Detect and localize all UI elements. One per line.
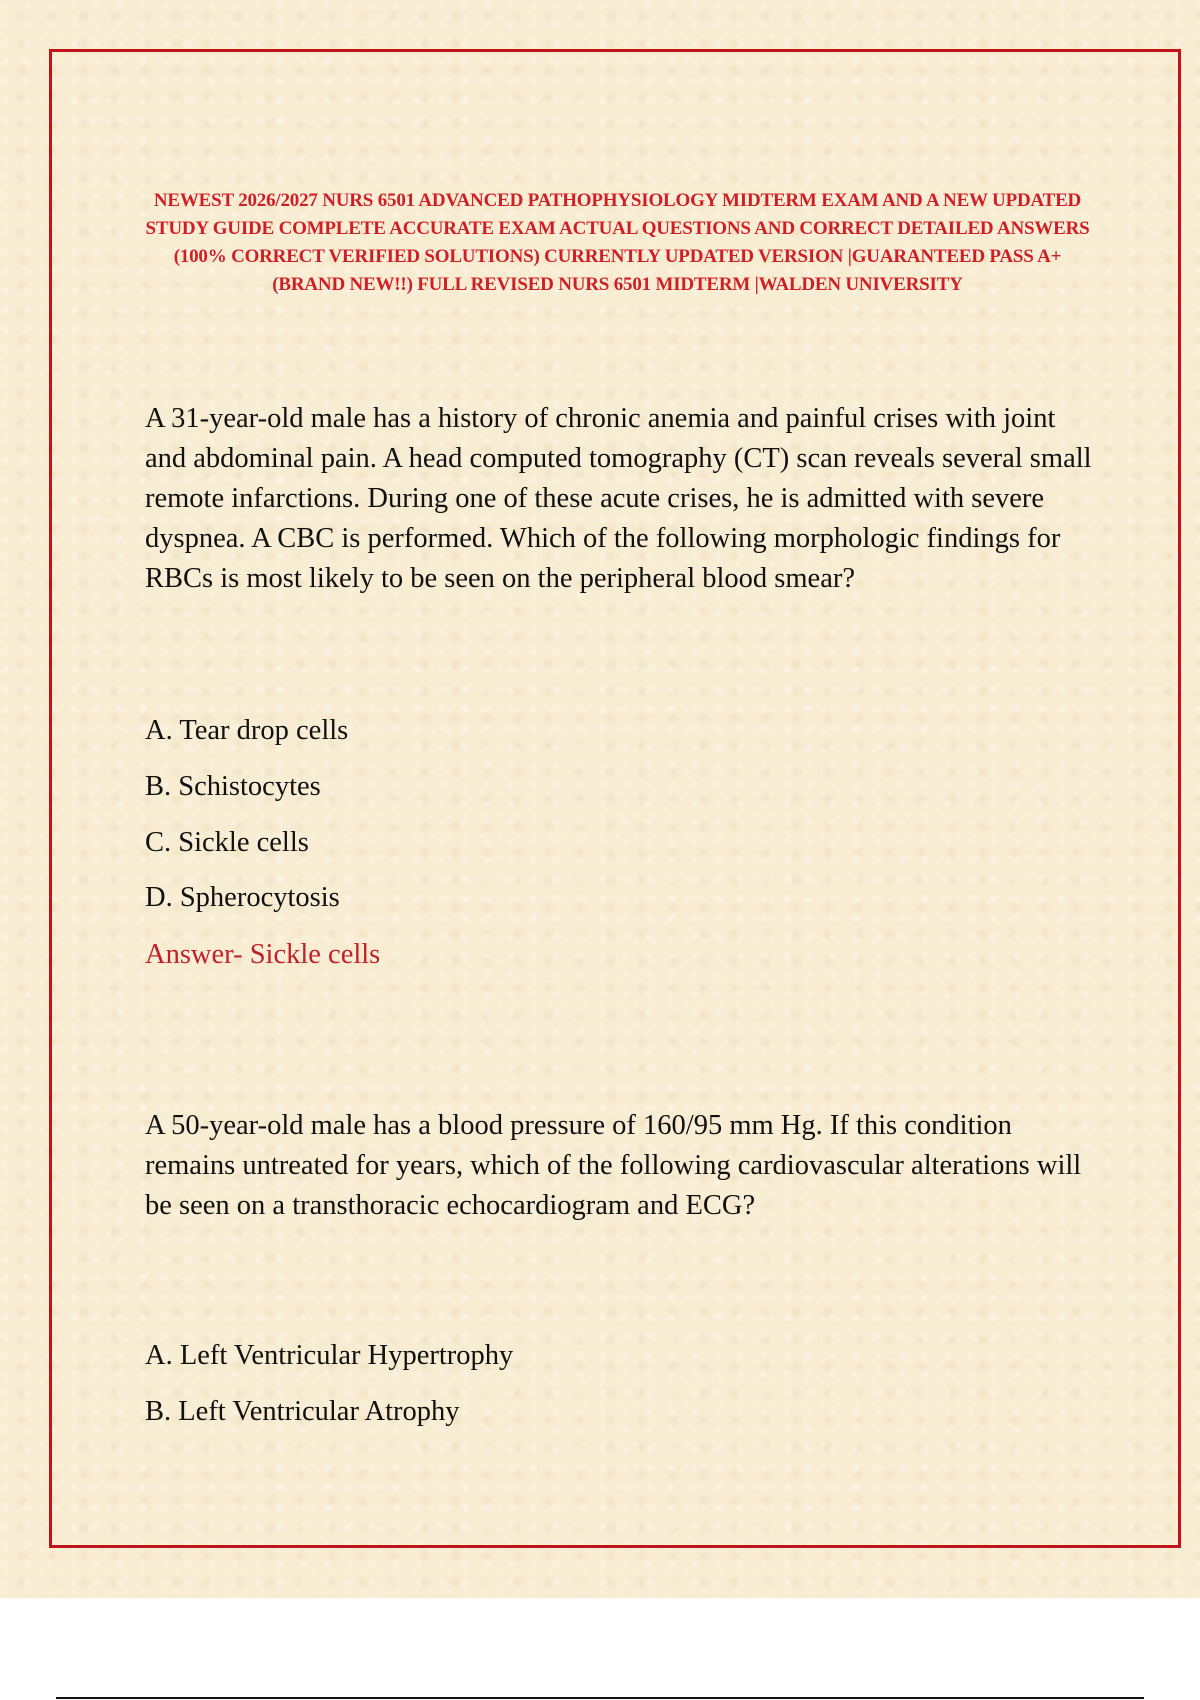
question-1-text: A 31-year-old male has a history of chronic anemia and painful crises with joint and abdominal pain. A head computed tomography (CT) scan reveals several small remote infarctions. During one of these acute crises, he is admitted with severe dyspnea. A CBC is performed. Which of the following morphologic findings for RBCs is most likely to be seen on the peripheral blood smear? [145, 403, 1092, 594]
question-1-option-c: C. Sickle cells [145, 827, 309, 858]
question-2-option-a: A. Left Ventricular Hypertrophy [145, 1340, 514, 1371]
document-title: NEWEST 2026/2027 NURS 6501 ADVANCED PATHOPHYSIOLOGY MIDTERM EXAM AND A NEW UPDATED STUDY GUIDE COMPLETE ACCURATE EXAM ACTUAL QUESTIONS AND CORRECT DETAILED ANSWERS (100% CORRECT VERIFIED SOLUTIONS) CURRENTLY UPDATED VERSION |GUARANTEED PASS A+ (BRAND NEW!!) FULL REVISED NURS 6501 MIDTERM |WALDEN UNIVERSITY [145, 190, 1090, 295]
question-2-text: A 50-year-old male has a blood pressure of 160/95 mm Hg. If this condition remains untreated for years, which of the following cardiovascular alterations will be seen on a transthoracic echocardiogram and ECG? [145, 1110, 1082, 1221]
question-1-answer: Answer- Sickle cells [145, 939, 381, 970]
question-1-option-d: D. Spherocytosis [145, 882, 340, 913]
footer-divider [56, 1697, 1144, 1699]
question-2-option-b: B. Left Ventricular Atrophy [145, 1396, 460, 1427]
question-1-option-a: A. Tear drop cells [145, 715, 349, 746]
question-1-option-b: B. Schistocytes [145, 771, 321, 802]
